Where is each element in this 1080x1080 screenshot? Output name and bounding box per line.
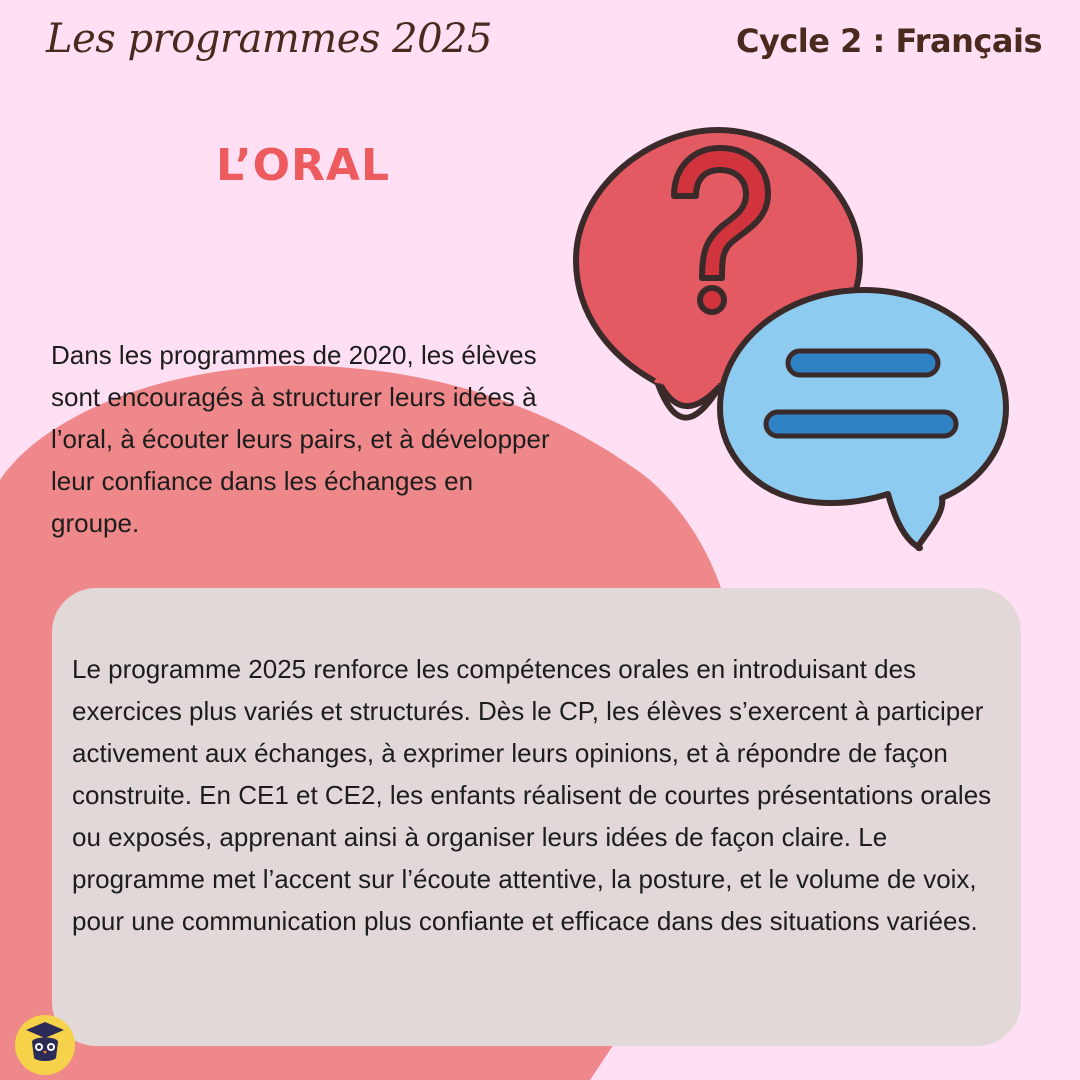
- section-title: L’ORAL: [216, 140, 391, 191]
- header-right-title: Cycle 2 : Français: [735, 22, 1042, 60]
- text-lines-speech-bubble-icon: [720, 290, 1006, 548]
- header-left-title: Les programmes 2025: [46, 16, 492, 62]
- card-paragraph: Le programme 2025 renforce les compétences orales en introduisant des exercices plus variés et structurés. Dès le CP, les élèves s’exercent à participer activement aux échanges, à exprimer leurs opinions, et à répondre de façon construite. En CE1 et CE2, les enfants réalisent de courtes présentations orales ou exposés, apprenant ainsi à organiser leurs idées de façon claire. Le programme met l’accent sur l’écoute attentive, la posture, et le volume de voix, pour une communication plus confiante et efficace dans des situations variées.: [72, 654, 992, 936]
- content-card: [52, 588, 1021, 1046]
- speech-bubbles-illustration: [570, 118, 1010, 558]
- graduation-owl-logo: [14, 1014, 76, 1076]
- intro-paragraph: Dans les programmes de 2020, les élèves sont encouragés à structurer leurs idées à l’oral, à écouter leurs pairs, et à développer leur confiance dans les échanges en groupe.: [51, 340, 550, 538]
